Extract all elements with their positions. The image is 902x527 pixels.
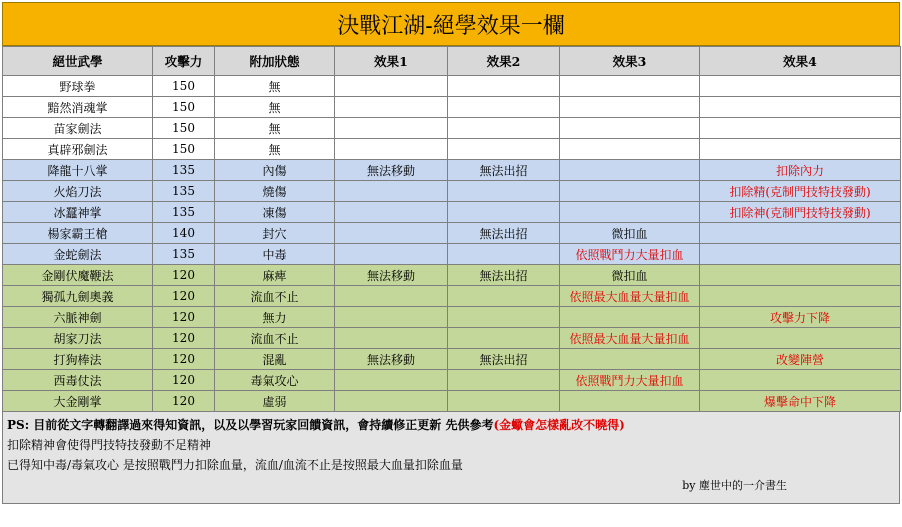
ps-highlight-text: (金蠍會怎樣亂改不曉得) xyxy=(493,418,625,432)
cell-status[interactable]: 中毒 xyxy=(215,244,335,265)
table-row xyxy=(3,139,901,160)
cell-effect4[interactable] xyxy=(700,118,901,139)
cell-effect2[interactable] xyxy=(448,391,560,412)
ps-main-text: PS: 目前從文字轉翻譯過來得知資訊，以及以學習玩家回饋資訊，會持續修正更新 先供參考 xyxy=(7,418,494,432)
table-row xyxy=(3,244,901,265)
cell-skill[interactable]: 真辟邪劍法 xyxy=(3,139,153,160)
note-line-3: 已得知中毒/毒氣攻心 是按照戰鬥力扣除血量，流血/血流不止是按照最大血量扣除血量 xyxy=(7,458,463,472)
cell-attack[interactable]: 150 xyxy=(153,139,215,160)
cell-status[interactable]: 無 xyxy=(215,139,335,160)
cell-effect2[interactable] xyxy=(448,139,560,160)
cell-effect1[interactable] xyxy=(335,202,448,223)
cell-effect3[interactable] xyxy=(560,118,700,139)
header-row xyxy=(3,47,901,76)
cell-effect3[interactable] xyxy=(560,76,700,97)
cell-attack[interactable]: 120 xyxy=(153,265,215,286)
cell-skill[interactable]: 金剛伏魔鞭法 xyxy=(3,265,153,286)
table-row xyxy=(3,97,901,118)
column-header-attack[interactable]: 攻擊力 xyxy=(153,47,215,76)
cell-effect2[interactable] xyxy=(448,307,560,328)
cell-skill[interactable]: 火焰刀法 xyxy=(3,181,153,202)
cell-effect3[interactable] xyxy=(560,139,700,160)
cell-effect2[interactable] xyxy=(448,370,560,391)
cell-skill[interactable]: 金蛇劍法 xyxy=(3,244,153,265)
cell-skill[interactable]: 苗家劍法 xyxy=(3,118,153,139)
cell-attack[interactable]: 135 xyxy=(153,160,215,181)
cell-effect1[interactable] xyxy=(335,391,448,412)
cell-effect4[interactable]: 扣除神(克制門技特技發動) xyxy=(700,202,901,223)
cell-skill[interactable]: 野球拳 xyxy=(3,76,153,97)
cell-attack[interactable]: 150 xyxy=(153,76,215,97)
cell-status[interactable]: 封穴 xyxy=(215,223,335,244)
cell-effect3[interactable]: 依照戰鬥力大量扣血 xyxy=(560,244,700,265)
table-row xyxy=(3,391,901,412)
cell-status[interactable]: 麻痺 xyxy=(215,265,335,286)
cell-effect4[interactable] xyxy=(700,223,901,244)
cell-effect4[interactable]: 扣除精(克制門技特技發動) xyxy=(700,181,901,202)
cell-skill[interactable]: 黯然消魂掌 xyxy=(3,97,153,118)
cell-attack[interactable]: 120 xyxy=(153,391,215,412)
cell-status[interactable]: 凍傷 xyxy=(215,202,335,223)
column-header-status[interactable]: 附加狀態 xyxy=(215,47,335,76)
cell-attack[interactable]: 135 xyxy=(153,181,215,202)
cell-effect1[interactable] xyxy=(335,139,448,160)
cell-effect3[interactable] xyxy=(560,97,700,118)
cell-status[interactable]: 混亂 xyxy=(215,349,335,370)
cell-effect3[interactable]: 依照最大血量大量扣血 xyxy=(560,328,700,349)
cell-effect1[interactable] xyxy=(335,223,448,244)
table-row xyxy=(3,307,901,328)
cell-effect2[interactable] xyxy=(448,97,560,118)
column-header-effect4[interactable]: 效果4 xyxy=(700,47,901,76)
cell-skill[interactable]: 西毒仗法 xyxy=(3,370,153,391)
column-header-skill[interactable]: 絕世武學 xyxy=(3,47,153,76)
cell-skill[interactable]: 六脈神劍 xyxy=(3,307,153,328)
cell-attack[interactable]: 150 xyxy=(153,118,215,139)
cell-effect3[interactable]: 依照戰鬥力大量扣血 xyxy=(560,370,700,391)
cell-effect4[interactable]: 改變陣營 xyxy=(700,349,901,370)
cell-attack[interactable]: 150 xyxy=(153,97,215,118)
cell-attack[interactable]: 120 xyxy=(153,328,215,349)
cell-attack[interactable]: 120 xyxy=(153,286,215,307)
cell-skill[interactable]: 打狗棒法 xyxy=(3,349,153,370)
cell-effect2[interactable] xyxy=(448,286,560,307)
cell-effect3[interactable] xyxy=(560,181,700,202)
cell-skill[interactable]: 大金剛掌 xyxy=(3,391,153,412)
table-row xyxy=(3,223,901,244)
cell-effect1[interactable] xyxy=(335,307,448,328)
cell-status[interactable]: 無力 xyxy=(215,307,335,328)
cell-effect1[interactable] xyxy=(335,76,448,97)
skills-table xyxy=(2,46,901,412)
cell-effect1[interactable] xyxy=(335,118,448,139)
cell-effect3[interactable] xyxy=(560,202,700,223)
cell-effect1[interactable] xyxy=(335,97,448,118)
cell-effect3[interactable]: 微扣血 xyxy=(560,223,700,244)
cell-skill[interactable]: 降龍十八掌 xyxy=(3,160,153,181)
cell-effect2[interactable] xyxy=(448,118,560,139)
cell-effect4[interactable]: 攻擊力下降 xyxy=(700,307,901,328)
cell-attack[interactable]: 135 xyxy=(153,244,215,265)
cell-effect2[interactable] xyxy=(448,202,560,223)
table-row xyxy=(3,328,901,349)
note-line-2: 扣除精神會使得門技特技發動不足精神 xyxy=(7,438,212,452)
table-row xyxy=(3,265,901,286)
cell-status[interactable]: 無 xyxy=(215,97,335,118)
table-row xyxy=(3,118,901,139)
cell-status[interactable]: 無 xyxy=(215,118,335,139)
cell-status[interactable]: 流血不止 xyxy=(215,328,335,349)
cell-attack[interactable]: 120 xyxy=(153,349,215,370)
cell-skill[interactable]: 胡家刀法 xyxy=(3,328,153,349)
cell-effect2[interactable]: 無法出招 xyxy=(448,223,560,244)
cell-effect3[interactable] xyxy=(560,349,700,370)
cell-effect1[interactable]: 無法移動 xyxy=(335,349,448,370)
cell-effect4[interactable]: 爆擊命中下降 xyxy=(700,391,901,412)
column-header-effect2[interactable]: 效果2 xyxy=(448,47,560,76)
cell-effect3[interactable]: 依照最大血量大量扣血 xyxy=(560,286,700,307)
cell-effect3[interactable]: 微扣血 xyxy=(560,265,700,286)
cell-effect2[interactable] xyxy=(448,76,560,97)
cell-effect3[interactable] xyxy=(560,391,700,412)
cell-attack[interactable]: 120 xyxy=(153,307,215,328)
cell-effect4[interactable] xyxy=(700,76,901,97)
cell-effect2[interactable] xyxy=(448,328,560,349)
cell-effect4[interactable]: 扣除內力 xyxy=(700,160,901,181)
cell-skill[interactable]: 楊家霸王槍 xyxy=(3,223,153,244)
cell-attack[interactable]: 135 xyxy=(153,202,215,223)
cell-attack[interactable]: 140 xyxy=(153,223,215,244)
cell-effect2[interactable]: 無法出招 xyxy=(448,265,560,286)
table-row xyxy=(3,286,901,307)
cell-effect1[interactable] xyxy=(335,244,448,265)
cell-effect4[interactable] xyxy=(700,139,901,160)
cell-status[interactable]: 無 xyxy=(215,76,335,97)
cell-status[interactable]: 毒氣攻心 xyxy=(215,370,335,391)
table-body xyxy=(3,76,901,412)
sheet-title: 決戰江湖-絕學效果一欄 xyxy=(2,2,900,46)
spreadsheet xyxy=(2,2,900,504)
cell-effect3[interactable] xyxy=(560,160,700,181)
cell-effect2[interactable] xyxy=(448,244,560,265)
cell-effect1[interactable]: 無法移動 xyxy=(335,265,448,286)
cell-effect4[interactable] xyxy=(700,265,901,286)
cell-skill[interactable]: 冰蠶神掌 xyxy=(3,202,153,223)
cell-effect2[interactable]: 無法出招 xyxy=(448,160,560,181)
cell-effect1[interactable] xyxy=(335,286,448,307)
table-row xyxy=(3,202,901,223)
cell-effect4[interactable] xyxy=(700,370,901,391)
table-row xyxy=(3,160,901,181)
cell-effect1[interactable] xyxy=(335,328,448,349)
column-header-effect1[interactable]: 效果1 xyxy=(335,47,448,76)
cell-skill[interactable]: 獨孤九劍奧義 xyxy=(3,286,153,307)
table-row xyxy=(3,76,901,97)
cell-effect1[interactable] xyxy=(335,370,448,391)
cell-attack[interactable]: 120 xyxy=(153,370,215,391)
table-row xyxy=(3,181,901,202)
cell-status[interactable]: 虛弱 xyxy=(215,391,335,412)
table-row xyxy=(3,349,901,370)
cell-effect4[interactable] xyxy=(700,244,901,265)
author-credit: by 塵世中的一介書生 xyxy=(682,479,787,492)
cell-status[interactable]: 燒傷 xyxy=(215,181,335,202)
cell-status[interactable]: 內傷 xyxy=(215,160,335,181)
column-header-effect3[interactable]: 效果3 xyxy=(560,47,700,76)
cell-effect2[interactable] xyxy=(448,181,560,202)
cell-effect4[interactable] xyxy=(700,97,901,118)
cell-effect3[interactable] xyxy=(560,307,700,328)
cell-effect2[interactable]: 無法出招 xyxy=(448,349,560,370)
cell-effect1[interactable] xyxy=(335,181,448,202)
notes-panel xyxy=(2,412,900,504)
cell-effect4[interactable] xyxy=(700,328,901,349)
cell-status[interactable]: 流血不止 xyxy=(215,286,335,307)
cell-effect4[interactable] xyxy=(700,286,901,307)
ps-note xyxy=(7,416,625,433)
table-row xyxy=(3,370,901,391)
cell-effect1[interactable]: 無法移動 xyxy=(335,160,448,181)
